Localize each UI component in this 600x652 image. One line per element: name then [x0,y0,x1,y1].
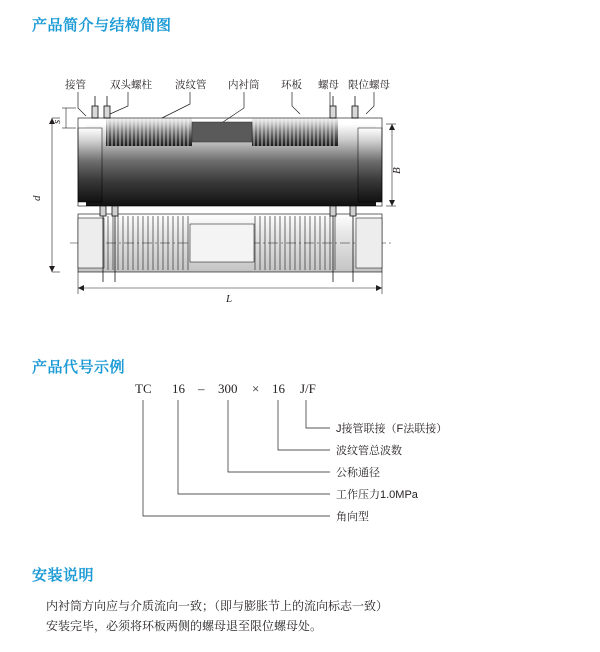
callout-label-2: 波纹管 [175,79,207,91]
dimension-label-d: d [31,195,43,201]
section-title-introduction: 产品简介与结构简图 [32,17,172,34]
dimension-label-L: L [226,293,233,305]
product-code-diagram [0,378,600,553]
code-token-0: TC [135,381,152,396]
code-tokens [135,381,316,396]
code-token-2: – [198,381,205,396]
callout-label-0: 接管 [65,79,86,91]
code-token-4: × [252,381,260,396]
code-token-6: J/F [300,381,316,396]
code-description-0: J接管联接（F法联接） [336,423,448,435]
dimension-label-s: s [51,119,63,124]
upper-section-view [78,96,382,206]
section-title-installation: 安装说明 [32,567,95,584]
callout-label-3: 内衬筒 [228,79,260,91]
callout-label-4: 环板 [281,79,302,91]
callout-label-1: 双头螺柱 [110,79,152,91]
callout-label-6: 限位螺母 [348,79,390,91]
code-description-3: 工作压力1.0MPa [336,489,418,501]
lower-outline-view [70,206,392,282]
code-token-5: 16 [272,381,285,396]
code-description-4: 角向型 [336,511,369,523]
code-descriptions [336,421,447,523]
installation-note-0: 内衬筒方向应与介质流向一致；（即与膨胀节上的流向标志一致） [46,599,389,613]
code-token-1: 16 [172,381,185,396]
code-leaders [143,400,330,516]
installation-notes [46,596,566,636]
code-token-3: 300 [218,381,238,396]
structure-diagram [0,56,600,305]
section-title-product-code: 产品代号示例 [32,359,126,376]
code-description-2: 公称通径 [336,467,380,479]
callout-label-5: 螺母 [318,79,339,91]
code-description-1: 波纹管总波数 [336,445,402,457]
callout-labels [65,78,390,91]
dimension-label-B: B [391,167,403,174]
installation-note-1: 安装完毕，必须将环板两侧的螺母退至限位螺母处。 [46,619,323,633]
